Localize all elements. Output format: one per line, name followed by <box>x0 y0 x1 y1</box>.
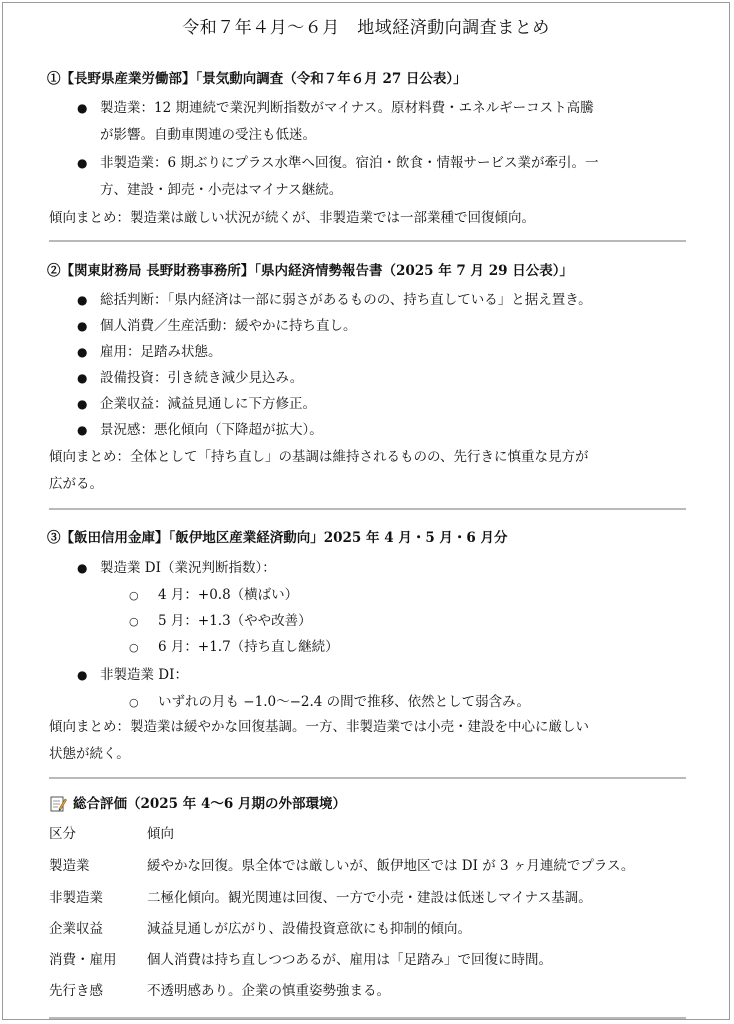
document-page <box>2 2 730 1020</box>
memo-icon <box>49 795 67 813</box>
section-divider <box>49 1017 686 1019</box>
section3-summary-line1: 傾向まとめ：製造業は緩やかな回復基調。一方、非製造業では小売・建設を中心に厳しい <box>49 719 589 735</box>
table-row-trend: 不透明感あり。企業の慎重姿勢強まる。 <box>147 983 390 999</box>
bullet-icon: ● <box>77 156 88 170</box>
page-title: 令和７年４月〜６月 地域経済動向調査まとめ <box>182 18 550 38</box>
section3-nonmfg-label: 非製造業 DI： <box>100 667 188 683</box>
section2-item: 設備投資：引き続き減少見込み。 <box>100 370 304 386</box>
sub-bullet-icon: ○ <box>129 641 139 654</box>
table-row-trend: 二極化傾向。観光関連は回復、一方で小売・建設は低迷しマイナス基調。 <box>147 890 592 906</box>
bullet-icon: ● <box>77 371 88 385</box>
section-divider <box>49 240 686 242</box>
overall-title: 総合評価（2025 年 4〜6 月期の外部環境） <box>73 796 346 812</box>
section3-nonmfg-item: いずれの月も −1.0〜−2.4 の間で推移、依然として弱含み。 <box>158 694 530 710</box>
bullet-icon: ● <box>77 423 88 437</box>
sub-bullet-icon: ○ <box>129 615 139 628</box>
section1-bullet2-line1: 非製造業：6 期ぶりにプラス水準へ回復。宿泊・飲食・情報サービス業が牽引。一 <box>100 155 599 171</box>
bullet-icon: ● <box>77 668 88 682</box>
table-row-category: 製造業 <box>49 858 90 874</box>
section1-bullet1-line2: が影響。自動車関連の受注も低迷。 <box>100 127 316 143</box>
bullet-icon: ● <box>77 561 88 575</box>
bullet-icon: ● <box>77 293 88 307</box>
section1-header: ①【長野県産業労働部】「景気動向調査（令和７年６月 27 日公表）」 <box>47 71 467 87</box>
section3-summary-line2: 状態が続く。 <box>49 746 130 762</box>
section3-header: ③【飯田信用金庫】「飯伊地区産業経済動向」2025 年 4 月・5 月・6 月分 <box>47 530 508 546</box>
table-header-category: 区分 <box>49 826 76 842</box>
section3-mfg-item: 6 月：+1.7（持ち直し継続） <box>158 639 339 655</box>
section1-bullet2-line2: 方、建設・卸売・小売はマイナス継続。 <box>100 182 343 198</box>
section2-summary-line1: 傾向まとめ：全体として「持ち直し」の基調は維持されるものの、先行きに慎重な見方が <box>49 449 589 465</box>
section-divider <box>49 777 686 779</box>
bullet-icon: ● <box>77 319 88 333</box>
bullet-icon: ● <box>77 101 88 115</box>
table-row-trend: 個人消費は持ち直しつつあるが、雇用は「足踏み」で回復に時間。 <box>147 952 552 968</box>
bullet-icon: ● <box>77 397 88 411</box>
sub-bullet-icon: ○ <box>129 589 139 602</box>
sub-bullet-icon: ○ <box>129 696 139 709</box>
bullet-icon: ● <box>77 345 88 359</box>
section1-summary: 傾向まとめ：製造業は厳しい状況が続くが、非製造業では一部業種で回復傾向。 <box>49 210 535 226</box>
section3-mfg-label: 製造業 DI（業況判断指数）： <box>100 560 276 576</box>
table-header-trend: 傾向 <box>147 826 174 842</box>
section2-header: ②【関東財務局 長野財務事務所】「県内経済情勢報告書（2025 年 7 月 29 日公表）」 <box>47 263 573 279</box>
section3-mfg-item: 5 月：+1.3（やや改善） <box>158 613 312 629</box>
table-row-trend: 減益見通しが広がり、設備投資意欲にも抑制的傾向。 <box>147 921 471 937</box>
section2-item: 総括判断：「県内経済は一部に弱さがあるものの、持ち直している」と据え置き。 <box>100 292 592 308</box>
section2-summary-line2: 広がる。 <box>49 476 103 492</box>
section3-mfg-item: 4 月：+0.8（横ばい） <box>158 587 299 603</box>
table-row-category: 企業収益 <box>49 921 103 937</box>
section2-item: 景況感：悪化傾向（下降超が拡大）。 <box>100 422 323 438</box>
table-row-category: 非製造業 <box>49 890 103 906</box>
table-row-category: 消費・雇用 <box>49 952 117 968</box>
section1-bullet1-line1: 製造業：12 期連続で業況判断指数がマイナス。原材料費・エネルギーコスト高騰 <box>100 100 594 116</box>
section2-item: 企業収益：減益見通しに下方修正。 <box>100 396 316 412</box>
section-divider <box>49 508 686 510</box>
section2-item: 個人消費／生産活動：緩やかに持ち直し。 <box>100 318 357 334</box>
table-row-category: 先行き感 <box>49 983 103 999</box>
section2-item: 雇用：足踏み状態。 <box>100 344 222 360</box>
table-row-trend: 緩やかな回復。県全体では厳しいが、飯伊地区では DI が 3 ヶ月連続でプラス。 <box>147 858 635 874</box>
